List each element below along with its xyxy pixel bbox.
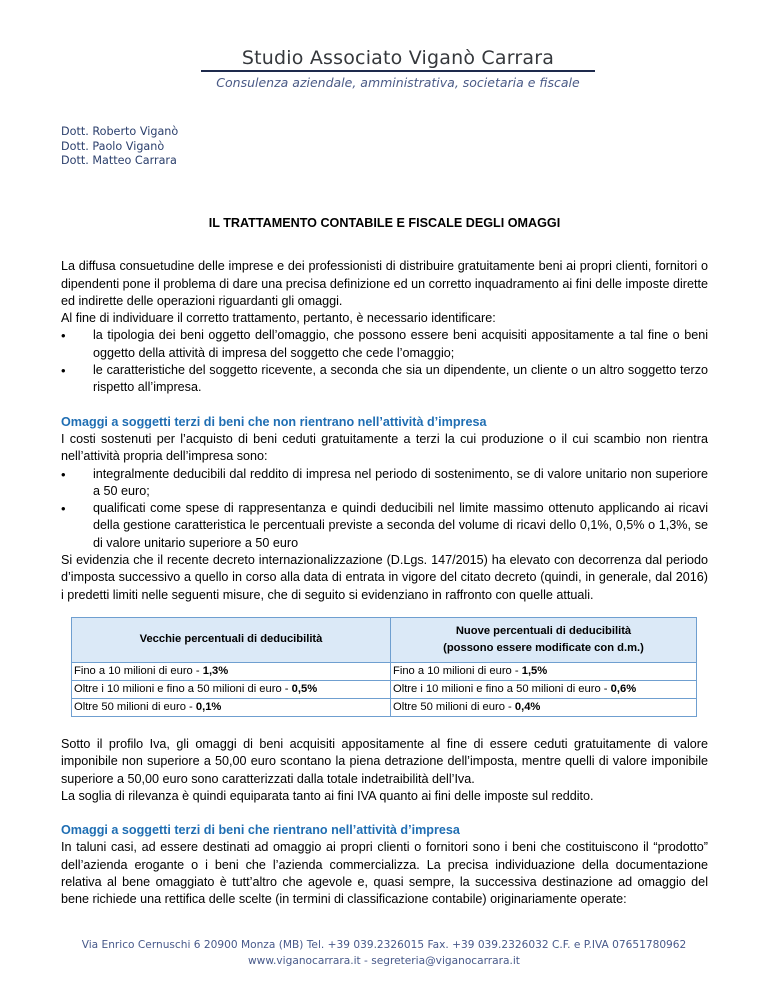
section-heading: Omaggi a soggetti terzi di beni che non rientrano nell’attività d’impresa — [61, 414, 487, 429]
firm-subtitle: Consulenza aziendale, amministrativa, societaria e fiscale — [216, 75, 580, 90]
new-percentages-header: Nuove percentuali di deducibilità (possono essere modificate con d.m.) — [391, 617, 697, 662]
document-title: IL TRATTAMENTO CONTABILE E FISCALE DEGLI OMAGGI — [208, 216, 561, 230]
document-body — [61, 215, 708, 909]
firm-name: Studio Associato Viganò Carrara — [241, 47, 555, 69]
old-percentages-header: Vecchie percentuali di deducibilità — [72, 617, 391, 662]
table-row — [72, 662, 697, 680]
letterhead-footer — [0, 937, 768, 969]
section-paragraph: In taluni casi, ad essere destinati ad omaggio ai propri clienti o fornitori sono i beni che costituiscono il “prodotto” dell’azienda erogante o i beni che l’azienda commercializza. La precisa individuazione della documentazione relativa al bene omaggiato è tutt’altro che agevole e, quasi sempre, la successiva destinazione ad omaggio del bene richiede una rettifica delle scelte (in termini di classificazione contabile) originariamente operate: — [61, 840, 708, 907]
footer-contacts: www.viganocarrara.it - segreteria@viganocarrara.it — [248, 955, 520, 967]
table-row — [72, 698, 697, 716]
section-bullet-list — [61, 466, 708, 552]
list-item: • qualificati come spese di rappresentanza e quindi deducibili nel limite massimo ottenuto applicando ai ricavi della gestione caratteristica le percentuali previste a seconda del volume di ricavi dello 0,1%, 0,5% o 1,3%, se di valore unitario superiore a 50 euro — [61, 500, 708, 552]
table-cell: Fino a 10 milioni di euro - 1,3% — [72, 662, 391, 680]
deductibility-table — [71, 617, 697, 717]
list-item: • le caratteristiche del soggetto ricevente, a seconda che sia un dipendente, un cliente o un altro soggetto terzo rispetto all’impresa. — [61, 362, 708, 397]
section-paragraph: I costi sostenuti per l’acquisto di beni ceduti gratuitamente a terzi la cui produzione o il cui scambio non rientra nell’attività propria dell’impresa sono: — [61, 431, 708, 464]
table-header-row — [72, 617, 697, 662]
table-cell: Fino a 10 milioni di euro - 1,5% — [391, 662, 697, 680]
partner-name: Dott. Roberto Viganò — [61, 125, 179, 138]
header-divider — [201, 70, 595, 72]
iva-paragraph: Sotto il profilo Iva, gli omaggi di beni acquisiti appositamente al fine di essere ceduti gratuitamente di valore imponibile non superiore a 50,00 euro scontano la piena detrazione dell’imposta, mentre quelli di valore imponibile superiore a 50,00 euro sono caratterizzati dalla totale indetraibilità dell’Iva. — [61, 736, 708, 786]
table-cell: Oltre 50 milioni di euro - 0,4% — [391, 698, 697, 716]
list-item: • la tipologia dei beni oggetto dell’omaggio, che possono essere beni acquisiti appositamente a tal fine o beni oggetto della attività di impresa del soggetto che cede l’omaggio; — [61, 327, 708, 362]
partner-name: Dott. Matteo Carrara — [61, 154, 177, 167]
iva-paragraph: La soglia di rilevanza è quindi equiparata tanto ai fini IVA quanto ai fini delle imposte sul reddito. — [61, 788, 594, 803]
table-cell: Oltre i 10 milioni e fino a 50 milioni di euro - 0,5% — [72, 680, 391, 698]
table-row — [72, 680, 697, 698]
footer-address: Via Enrico Cernuschi 6 20900 Monza (MB) Tel. +39 039.2326015 Fax. +39 039.2326032 C.F. e P.IVA 07651780962 — [81, 939, 687, 951]
section-heading: Omaggi a soggetti terzi di beni che rientrano nell’attività d’impresa — [61, 823, 460, 838]
list-item: • integralmente deducibili dal reddito di impresa nel periodo di sostenimento, se di valore unitario non superiore a 50 euro; — [61, 466, 708, 501]
partner-name: Dott. Paolo Viganò — [61, 139, 165, 153]
partners-list — [61, 125, 178, 169]
intro-bullet-list — [61, 327, 708, 396]
intro-paragraph: La diffusa consuetudine delle imprese e dei professionisti di distribuire gratuitamente beni ai propri clienti, fornitori o dipendenti pone il problema di dare una precisa definizione ed un corretto inquadramento ai fini delle imposte dirette ed indirette delle operazioni riguardanti gli omaggi. — [61, 259, 708, 308]
intro-paragraph: Al fine di individuare il corretto trattamento, pertanto, è necessario identificare: — [61, 311, 496, 326]
table-cell: Oltre 50 milioni di euro - 0,1% — [72, 698, 391, 716]
section-paragraph: Si evidenzia che il recente decreto internazionalizzazione (D.Lgs. 147/2015) ha elevato con decorrenza dal periodo d’imposta successivo a quello in corso alla data di entrata in vigore del citato decreto (quindi, in generale, dal 2016) i predetti limiti nelle seguenti misure, che di seguito si evidenziano in raffronto con quelle attuali. — [61, 553, 708, 602]
table-cell: Oltre i 10 milioni e fino a 50 milioni di euro - 0,6% — [391, 680, 697, 698]
